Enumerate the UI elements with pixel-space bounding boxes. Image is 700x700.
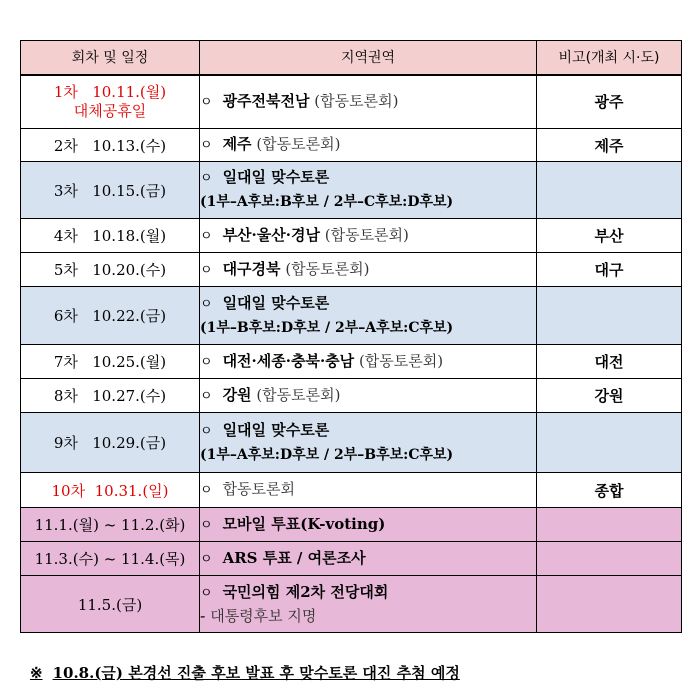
round-cell [21,129,200,162]
round-cell [21,253,200,287]
note-cell [537,162,682,219]
round-number: 4차 [53,227,78,245]
region-suffix: (합동토론회) [358,351,444,370]
table-row [21,576,682,633]
round-date: 10.31.(일) [94,481,169,500]
table-row [21,162,682,219]
bullet-mark: ㅇ [200,296,213,312]
table-row [21,287,682,345]
schedule-table [20,40,682,633]
region-suffix: (합동토론회) [314,91,399,110]
schedule-cell: 11.3.(수) ~ 11.4.(목) [21,542,200,576]
region-cell [200,508,537,542]
round-date: 10.27.(수) [92,387,167,405]
round-date: 10.25.(월) [92,353,167,371]
debate-matchup: (1부–A후보:B후보 / 2부–C후보:D후보) [200,194,454,210]
region-name: 부산·울산·경남 [222,225,320,244]
bullet-mark: ㅇ [200,138,213,153]
schedule-cell: 11.1.(월) ~ 11.2.(화) [21,508,200,542]
region-name: 모바일 투표(K-voting) [222,514,386,533]
round-number: 2차 [53,136,78,155]
region-cell [200,219,537,253]
header-round-schedule: 회차 및 일정 [21,41,200,75]
region-name: 광주전북전남 [222,91,310,110]
round-date: 10.11.(월) [92,82,167,101]
round-cell [21,379,200,413]
bullet-mark: ㅇ [200,354,213,370]
region-cell [200,75,537,129]
round-number: 10차 [51,481,86,500]
table-row [21,75,682,129]
region-cell [200,576,537,633]
table-row [21,542,682,576]
note-cell: 제주 [537,129,682,162]
note-cell [537,576,682,633]
region-name: 대구경북 [222,259,281,278]
region-suffix: (합동토론회) [324,225,409,244]
region-name: 대전·세종·충북·충남 [222,351,355,370]
note-cell: 대구 [537,253,682,287]
table-row [21,219,682,253]
note-cell: 종합 [537,473,682,508]
round-date: 10.13.(수) [92,136,167,155]
bullet-mark: ㅇ [200,228,213,244]
bullet-mark: ㅇ [200,262,213,278]
table-row [21,129,682,162]
table-row [21,508,682,542]
region-cell [200,473,537,508]
bullet-mark: ㅇ [200,388,213,404]
round-date-note: 대체공휴일 [73,101,147,120]
region-name: ARS 투표 / 여론조사 [222,548,366,567]
header-note: 비고(개최 시·도) [537,41,682,75]
dash-mark: - [200,606,206,625]
bullet-mark: ㅇ [200,517,213,533]
note-cell: 부산 [537,219,682,253]
region-cell [200,345,537,379]
round-date: 10.15.(금) [92,181,167,200]
note-cell [537,287,682,345]
note-cell: 광주 [537,75,682,129]
round-number: 3차 [53,181,78,200]
round-cell [21,162,200,219]
round-cell [21,345,200,379]
round-number: 5차 [53,261,78,279]
region-name: 일대일 맞수토론 [222,293,330,312]
debate-matchup: (1부–B후보:D후보 / 2부–A후보:C후보) [200,319,454,336]
note-cell: 대전 [537,345,682,379]
region-name: 일대일 맞수토론 [222,168,330,186]
bullet-mark: ㅇ [200,585,213,601]
round-date: 10.20.(수) [92,261,167,279]
region-name: 일대일 맞수토론 [222,420,330,439]
round-number: 1차 [53,82,78,101]
round-cell [21,287,200,345]
bullet-mark: ㅇ [200,171,213,186]
debate-matchup: (1부–A후보:D후보 / 2부–B후보:C후보) [200,446,454,463]
round-cell [21,219,200,253]
region-cell [200,129,537,162]
region-cell [200,379,537,413]
region-cell [200,413,537,473]
schedule-cell: 11.5.(금) [21,576,200,633]
note-cell [537,508,682,542]
round-cell [21,413,200,473]
region-suffix: (합동토론회) [285,259,370,278]
header-region: 지역권역 [200,41,537,75]
round-cell [21,473,200,508]
note-cell: 강원 [537,379,682,413]
region-cell [200,253,537,287]
region-cell [200,542,537,576]
round-date: 10.22.(금) [92,307,167,325]
region-suffix: (합동토론회) [256,135,341,153]
round-number: 9차 [53,434,78,452]
table-row [21,253,682,287]
footnote [30,662,460,683]
table-header-row [21,41,682,75]
note-cell [537,542,682,576]
table-row [21,413,682,473]
region-cell [200,287,537,345]
table-row [21,345,682,379]
bullet-mark: ㅇ [200,423,213,439]
bullet-mark: ㅇ [200,94,213,110]
region-subitem: 대통령후보 지명 [210,606,317,625]
note-cell [537,413,682,473]
table-row [21,379,682,413]
table-row [21,473,682,508]
region-name: 합동토론회 [222,480,296,498]
round-date: 10.18.(월) [92,227,167,245]
bullet-mark: ㅇ [200,483,213,498]
round-number: 8차 [53,387,78,405]
round-number: 7차 [53,353,78,371]
round-cell [21,75,200,129]
footnote-text: 10.8.(금) 본경선 진출 후보 발표 후 맞수토론 대진 추첨 예정 [52,664,460,682]
round-date: 10.29.(금) [92,434,167,452]
region-cell [200,162,537,219]
bullet-mark: ㅇ [200,551,213,567]
round-number: 6차 [53,307,78,325]
region-name: 국민의힘 제2차 전당대회 [222,582,389,601]
region-name: 제주 [222,135,252,153]
region-name: 강원 [222,385,252,404]
reference-mark: ※ [30,664,43,682]
region-suffix: (합동토론회) [256,385,341,404]
